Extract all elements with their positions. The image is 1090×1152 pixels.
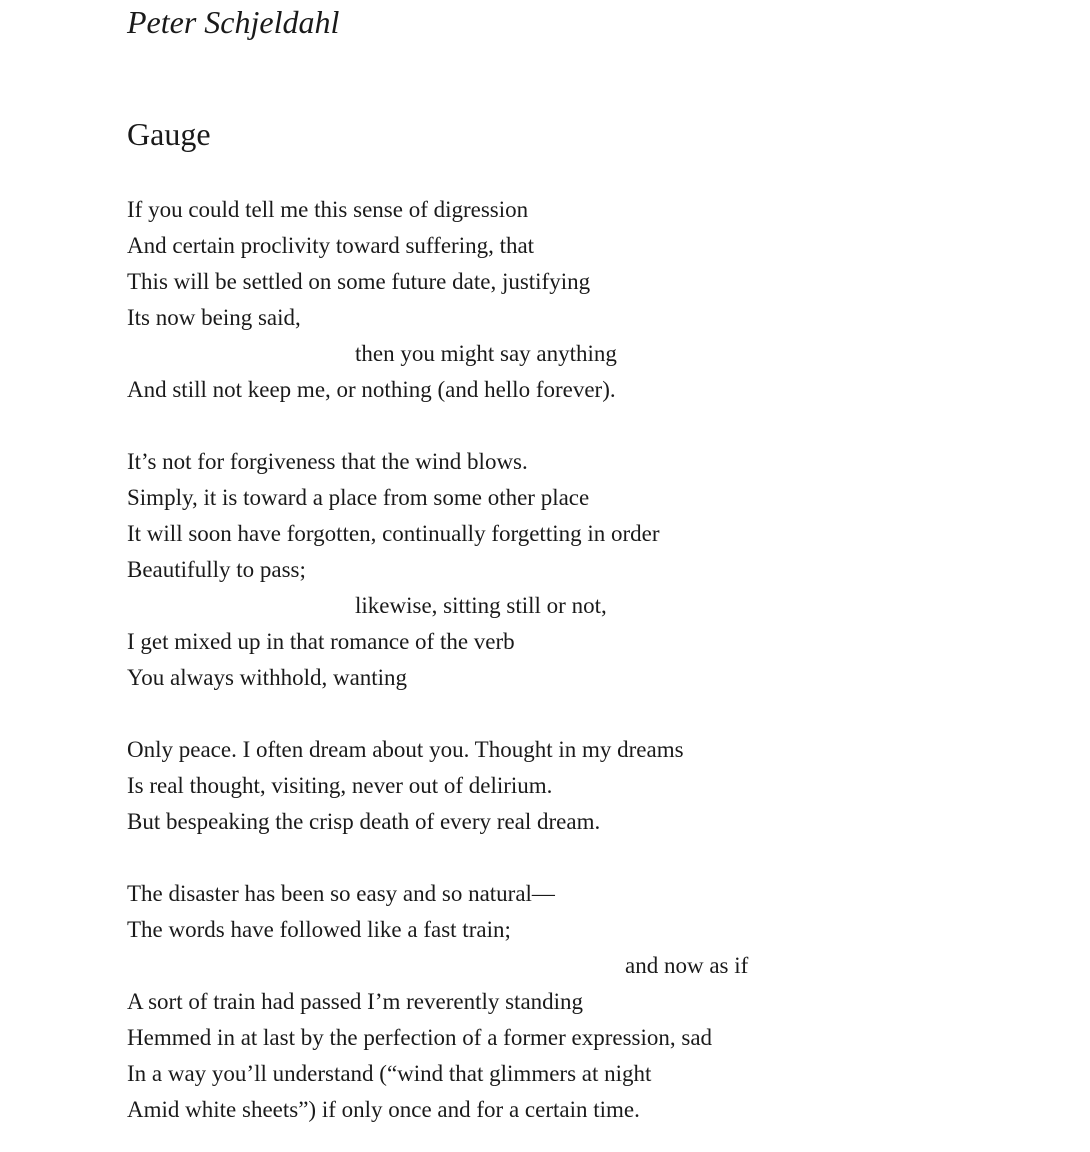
stanza-break [127, 696, 1027, 732]
poem-line: And still not keep me, or nothing (and hello forever). [127, 377, 616, 402]
stanza-break [127, 840, 1027, 876]
poem-line: Amid white sheets”) if only once and for a certain time. [127, 1097, 640, 1122]
poem-body [127, 192, 1027, 1128]
stanza-1 [127, 192, 1027, 408]
poem-line: And certain proclivity toward suffering, that [127, 233, 535, 258]
poem-line: It will soon have forgotten, continually forgetting in order [127, 521, 660, 546]
stanza-3 [127, 732, 1027, 840]
poem-line: This will be settled on some future date, justifying [127, 269, 591, 294]
poem-line: The words have followed like a fast train; [127, 917, 511, 942]
poem-line: The disaster has been so easy and so natural— [127, 881, 555, 906]
poem-line: Simply, it is toward a place from some other place [127, 485, 590, 510]
poem-line-indented: likewise, sitting still or not, [355, 593, 607, 618]
poem-author: Peter Schjeldahl [127, 4, 340, 40]
poem-line: I get mixed up in that romance of the verb [127, 629, 515, 654]
poem-line: If you could tell me this sense of digression [127, 197, 529, 222]
poem-line: Its now being said, [127, 305, 301, 330]
stanza-4 [127, 876, 1027, 1128]
poem-line: A sort of train had passed I’m reverently standing [127, 989, 584, 1014]
poem-title: Gauge [127, 116, 211, 152]
poem-line: Is real thought, visiting, never out of delirium. [127, 773, 553, 798]
poem-line: Beautifully to pass; [127, 557, 306, 582]
poem-line: You always withhold, wanting [127, 665, 408, 690]
poem-page [127, 0, 1027, 1128]
poem-line-indented: and now as if [625, 953, 749, 978]
stanza-2 [127, 444, 1027, 696]
poem-line: Hemmed in at last by the perfection of a former expression, sad [127, 1025, 713, 1050]
poem-line: It’s not for forgiveness that the wind blows. [127, 449, 528, 474]
poem-line: But bespeaking the crisp death of every real dream. [127, 809, 601, 834]
poem-line-indented: then you might say anything [355, 341, 617, 366]
poem-line: Only peace. I often dream about you. Thought in my dreams [127, 737, 684, 762]
poem-line: In a way you’ll understand (“wind that glimmers at night [127, 1061, 652, 1086]
stanza-break [127, 408, 1027, 444]
